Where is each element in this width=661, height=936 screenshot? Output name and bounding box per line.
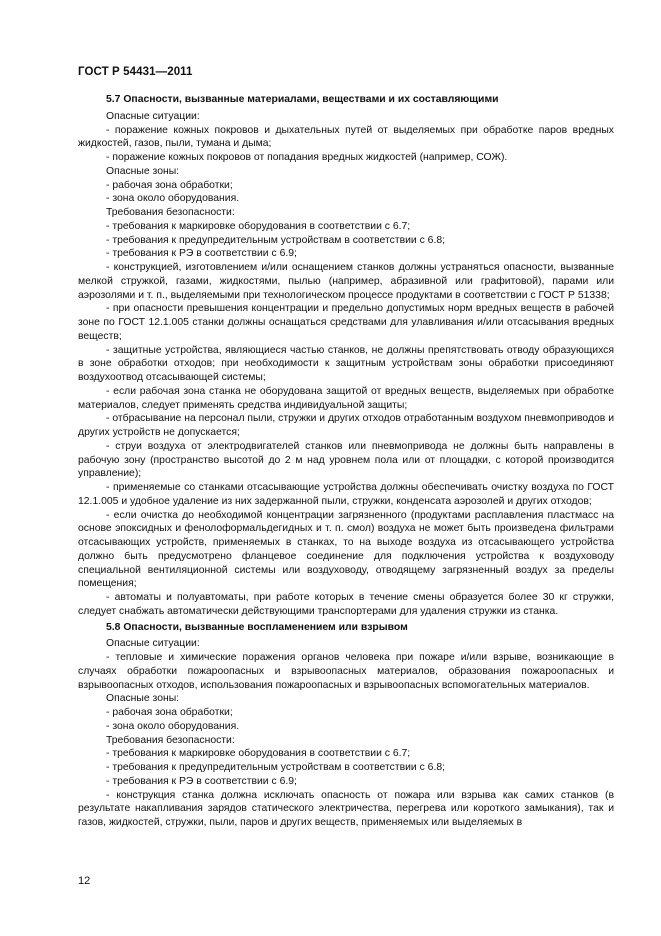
- s58-situation: - тепловые и химические поражения органов человека при пожаре и/или взрыве, возникающие в случаях обработки пожароопасных и взрывоопасных материалов, образования пожароопасных и взрывоопасных отходов, использования пожароопасных и взрывоопасных вспомогательных материалов.: [78, 652, 614, 691]
- s57-requirement: - требования к маркировке оборудования в соответствии с 6.7;: [106, 220, 411, 232]
- s57-requirement: - автоматы и полуавтоматы, при работе которых в течение смены образуется более 30 кг стружки, следует снабжать автоматически действующими транспортерами для удаления стружки из станка.: [78, 592, 614, 617]
- s58-situations-label: Опасные ситуации:: [106, 638, 200, 650]
- s58-zone: - рабочая зона обработки;: [106, 707, 233, 718]
- s57-situations-label: Опасные ситуации:: [106, 110, 200, 122]
- s57-requirements-label: Требования безопасности:: [106, 207, 235, 218]
- s57-zone: - рабочая зона обработки;: [106, 179, 233, 191]
- s57-requirement: - при опасности превышения концентрации и предельно допустимых норм вредных веществ в рабочей зоне по ГОСТ 12.1.005 станки должны оснащаться средствами для улавливания и/или отсасывания вредных веществ;: [78, 303, 614, 342]
- s57-zones-label: Опасные зоны:: [106, 165, 180, 177]
- s57-requirement: - защитные устройства, являющиеся частью станков, не должны препятствовать отводу образующихся в зоне обработки отходов; при необходимости к защитным устройствам зоны обработки присоединяют воздухоотвод отсасывающей системы;: [78, 344, 614, 383]
- document-header: ГОСТ Р 54431—2011: [78, 66, 193, 78]
- s58-requirement: - требования к РЭ в соответствии с 6.9;: [106, 775, 297, 787]
- s57-requirement: - конструкцией, изготовлением и/или оснащением станков должны устраняться опасности, вызванные мелкой стружкой, газами, жидкостями, пылью (например, абразивной или графитовой), парами или аэрозолями и т. п., выделяемыми при технологическом процессе продуктами в соответствии с ГОСТ Р 51338;: [78, 262, 614, 301]
- s57-requirement: - применяемые со станками отсасывающие устройства должны обеспечивать очистку воздуха по ГОСТ 12.1.005 и удобное удаление из них задержанной пыли, стружки, конденсата аэрозолей и других отходов;: [78, 482, 614, 507]
- s58-requirement: - требования к маркировке оборудования в соответствии с 6.7;: [106, 748, 411, 760]
- s58-zones-label: Опасные зоны:: [106, 693, 180, 705]
- s57-requirement: - требования к предупредительным устройствам в соответствии с 6.8;: [106, 234, 446, 246]
- s57-requirement: - отбрасывание на персонал пыли, стружки и других отходов отработанным воздухом пневмоприводов и других устройств не допускается;: [78, 413, 614, 438]
- s57-requirement: - если рабочая зона станка не оборудована защитой от вредных веществ, выделяемых при обработке материалов, следует применять средства индивидуальной защиты;: [78, 385, 614, 411]
- s57-requirement: - струи воздуха от электродвигателей станков или пневмопривода не должны быть направлены в рабочую зону (пространство высотой до 2 м над уровнем пола или от площадки, с которой производится управление);: [78, 440, 614, 480]
- section-5-7-title: 5.7 Опасности, вызванные материалами, веществами и их составляющими: [106, 94, 499, 105]
- s58-requirements-label: Требования безопасности:: [106, 734, 235, 746]
- page-number: 12: [78, 875, 91, 887]
- s58-requirement: - конструкция станка должна исключать опасность от пожара или взрыва как самих станков (в результате накапливания зарядов статического электричества, перегрева или короткого замыкания), так и газов, жидкостей, стружки, пыли, паров и других веществ, применяемых или выделяемых в: [78, 789, 614, 828]
- s57-requirement: - требования к РЭ в соответствии с 6.9;: [106, 248, 297, 260]
- s57-requirement: - если очистка до необходимой концентрации загрязненного (продуктами расплавления пластмасс на основе эпоксидных и фенолоформальдегидных и т. п. смол) воздуха не может быть произведена фильтрами отсасывающих устройств, применяемых в станках, то на выходе воздуха из отсасывающего устройства должно быть предусмотрено фланцевое соединение для подключения устройства к воздуховоду специальной вентиляционной системы или воздуховоду, отводящему загрязненный воздух за пределы помещения;: [78, 509, 614, 590]
- s58-zone: - зона около оборудования.: [106, 720, 240, 732]
- s58-requirement: - требования к предупредительным устройствам в соответствии с 6.8;: [106, 762, 446, 773]
- document-body: [78, 91, 614, 830]
- s57-situation: - поражение кожных покровов от попадания вредных жидкостей (например, СОЖ).: [106, 152, 508, 163]
- section-5-8-title: 5.8 Опасности, вызванные воспламенением или взрывом: [106, 621, 408, 633]
- s57-situation: - поражение кожных покровов и дыхательных путей от выделяемых при обработке паров вредных жидкостей, газов, пыли, тумана и дыма;: [78, 124, 614, 150]
- s57-zone: - зона около оборудования.: [106, 193, 240, 205]
